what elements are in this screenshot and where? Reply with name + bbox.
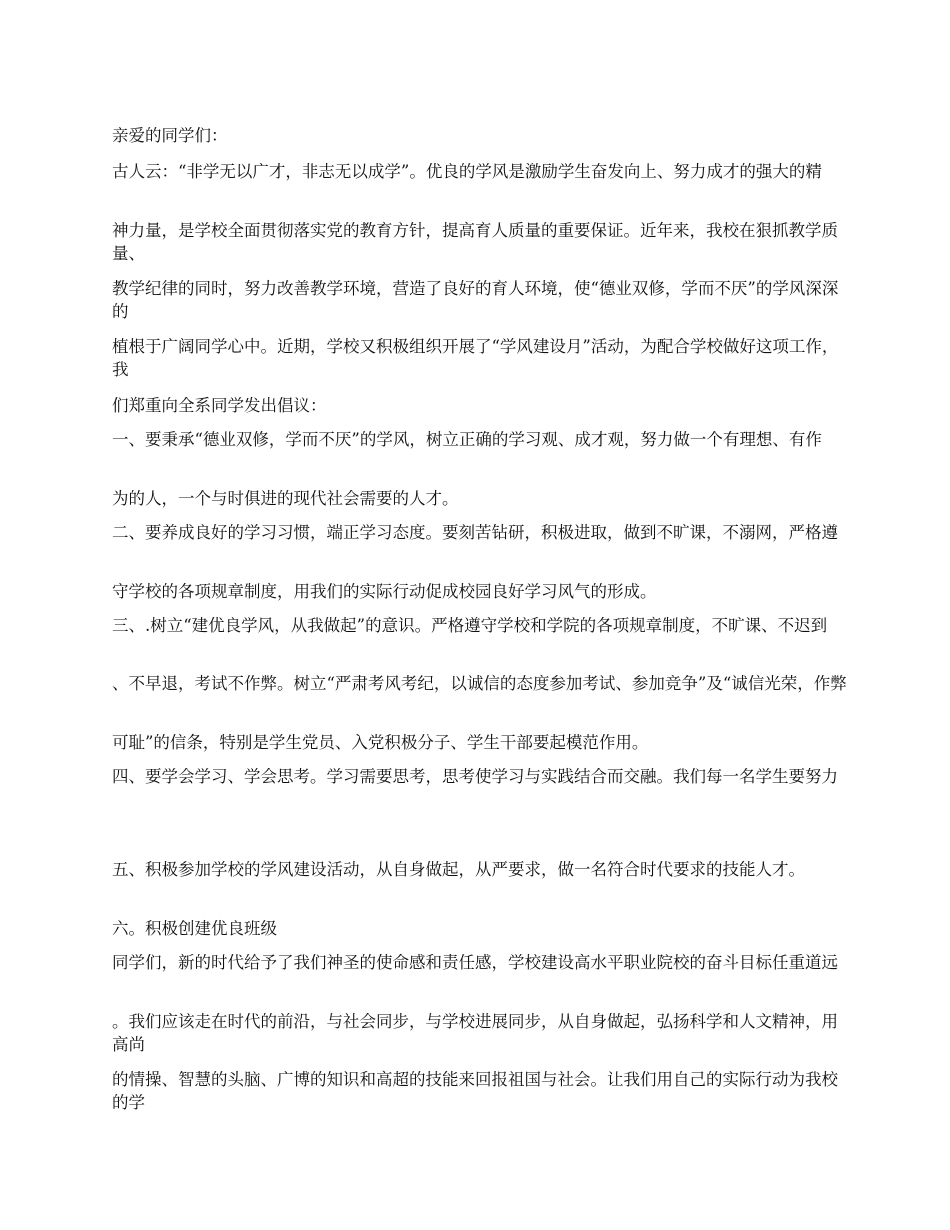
body-paragraph: 们郑重向全系同学发出倡议： [112,396,327,415]
proposal-item: 四、要学会学习、学会思考。学习需要思考，思考使学习与实践结合而交融。我们每一名学生要努力 [112,767,838,786]
body-paragraph: 神力量，是学校全面贯彻落实党的教育方针，提高育人质量的重要保证。近年来，我校在狠抓教学质量、 [112,221,838,263]
body-paragraph: 教学纪律的同时，努力改善教学环境，营造了良好的育人环境，使“德业双修，学而不厌”的学风深深的 [112,279,839,321]
proposal-item: 三、.树立“建优良学风，从我做起”的意识。严格遵守学校和学院的各项规章制度，不旷课、不迟到 [112,616,828,635]
greeting-paragraph: 亲爱的同学们： [112,126,228,145]
body-paragraph: 植根于广阔同学心中。近期，学校又积极组织开展了“学风建设月”活动，为配合学校做好这项工作，我 [112,337,839,379]
body-paragraph: 、不早退，考试不作弊。树立“严肃考风考纪，以诚信的态度参加考试、参加竞争”及“诚信光荣，作弊 [112,674,847,693]
proposal-item: 六。积极创建优良班级 [112,919,277,938]
body-paragraph: 守学校的各项规章制度，用我们的实际行动促成校园良好学习风气的形成。 [112,582,657,601]
body-paragraph: 可耻”的信条，特别是学生党员、入党积极分子、学生干部要起模范作用。 [112,733,649,752]
body-paragraph: 为的人，一个与时俱进的现代社会需要的人才。 [112,489,459,508]
proposal-item: 一、要秉承“德业双修，学而不厌”的学风，树立正确的学习观、成才观，努力做一个有理想、有作 [112,430,822,449]
body-paragraph: 古人云：“非学无以广才，非志无以成学”。优良的学风是激励学生奋发向上、努力成才的强大的精 [112,162,822,181]
proposal-item: 五、积极参加学校的学风建设活动，从自身做起，从严要求，做一名符合时代要求的技能人才。 [112,860,805,879]
closing-paragraph: 的情操、智慧的头脑、广博的知识和高超的技能来回报祖国与社会。让我们用自己的实际行动为我校的学 [112,1070,838,1112]
proposal-item: 二、要养成良好的学习习惯，端正学习态度。要刻苦钻研，积极进取，做到不旷课，不溺网，严格遵 [112,523,838,542]
closing-paragraph: 同学们，新的时代给予了我们神圣的使命感和责任感，学校建设高水平职业院校的奋斗目标任重道远 [112,953,838,972]
closing-paragraph: 。我们应该走在时代的前沿，与社会同步，与学校进展同步，从自身做起，弘扬科学和人文精神，用高尚 [112,1012,838,1054]
